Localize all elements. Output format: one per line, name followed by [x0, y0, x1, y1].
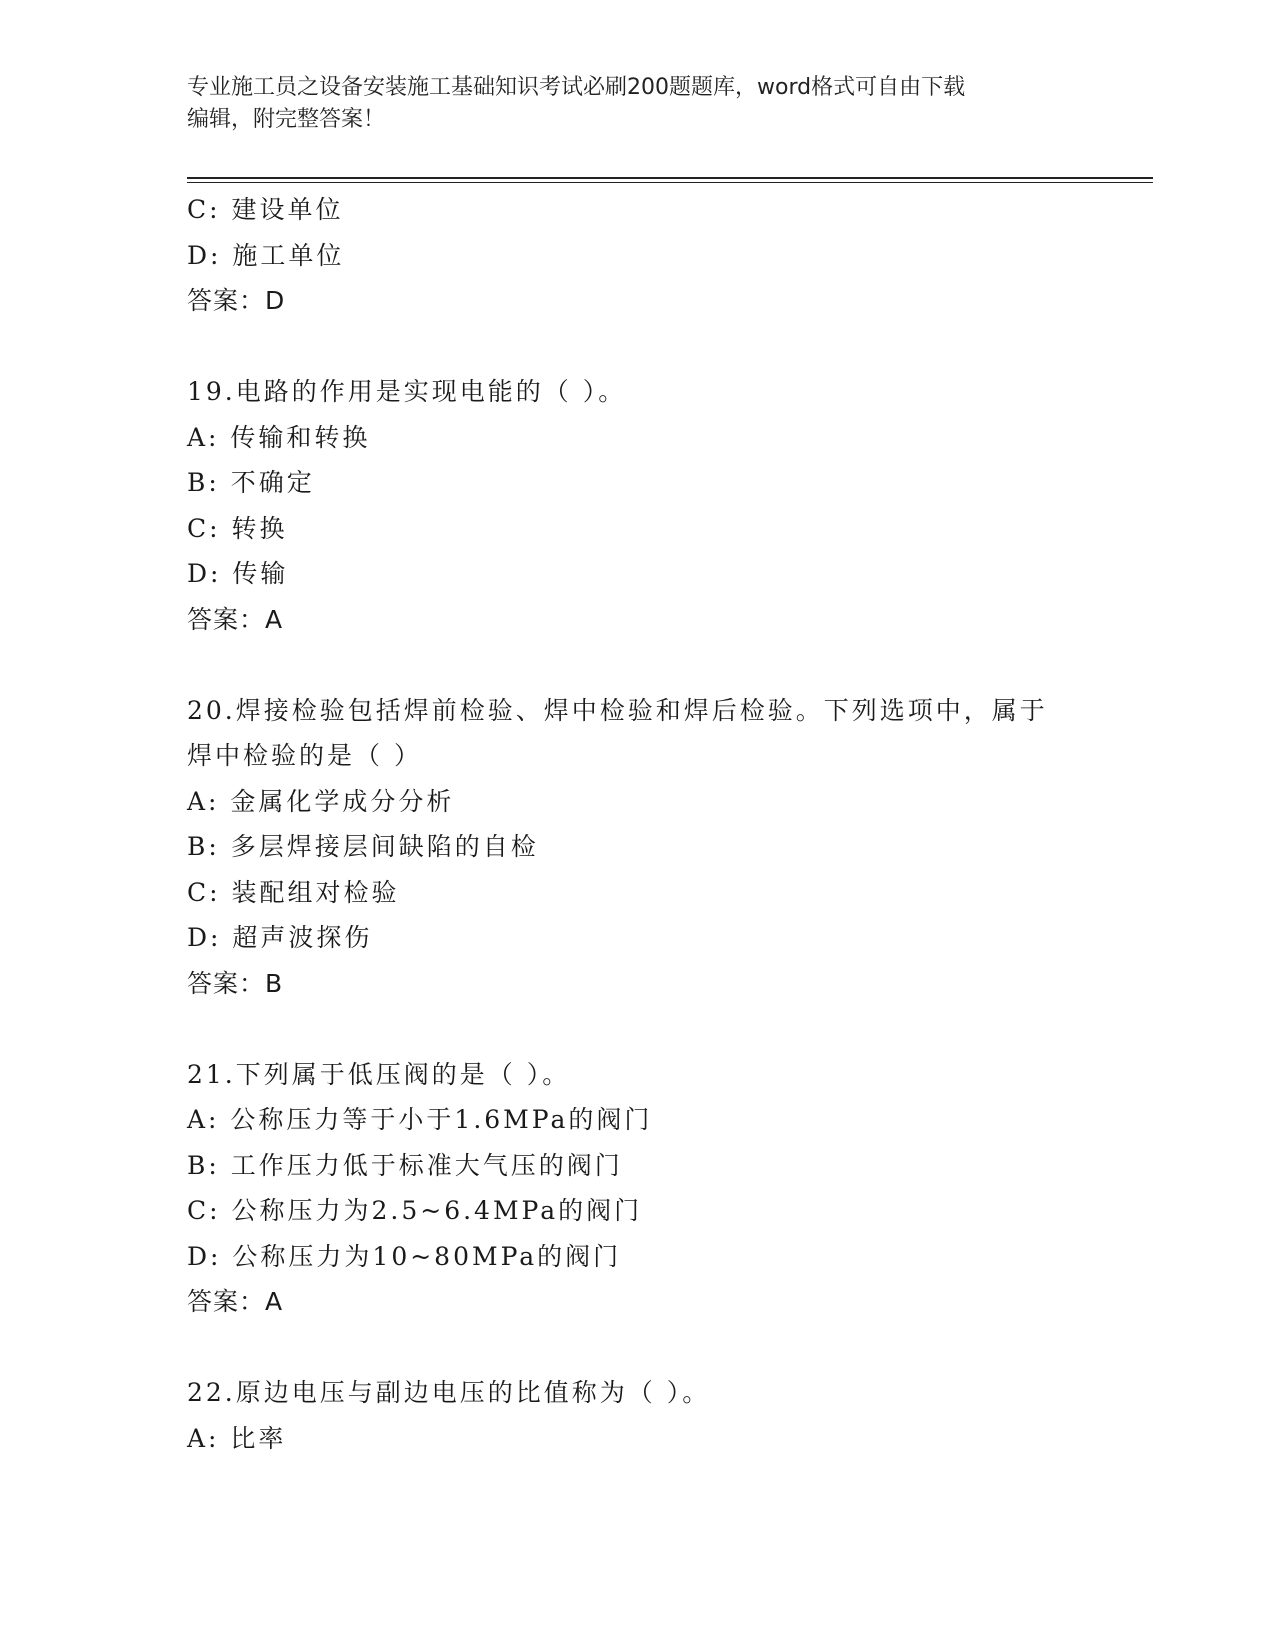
question-21-option-d: D: 公称压力为10~80MPa的阀门 [187, 1241, 622, 1271]
question-20-answer: 答案：B [187, 968, 284, 998]
header-title-line1: 专业施工员之设备安装施工基础知识考试必刷200题题库，word格式可自由下载 [187, 75, 966, 100]
question-19-option-c: C: 转换 [187, 513, 288, 543]
header-divider-thick [187, 177, 1153, 179]
question-19-option-a: A: 传输和转换 [187, 422, 371, 452]
question-19-text: 19.电路的作用是实现电能的（ ）。 [187, 377, 627, 406]
question-21-option-b: B: 工作压力低于标准大气压的阀门 [187, 1150, 623, 1180]
question-20-text-line2: 焊中检验的是（ ） [187, 741, 422, 770]
question-21-answer: 答案：A [187, 1287, 284, 1316]
document-header [187, 72, 1067, 136]
option-d: D: 施工单位 [187, 240, 345, 270]
question-list [187, 187, 1147, 1461]
question-19-option-d: D: 传输 [187, 559, 289, 588]
question-20-option-d: D: 超声波探伤 [187, 923, 373, 952]
question-20-text-line1: 20.焊接检验包括焊前检验、焊中检验和焊后检验。下列选项中，属于 [187, 695, 1048, 725]
question-21-text: 21.下列属于低压阀的是（ ）。 [187, 1059, 571, 1089]
question-21-option-a: A: 公称压力等于小于1.6MPa的阀门 [187, 1105, 653, 1134]
question-19-option-b: B: 不确定 [187, 468, 315, 497]
header-title-line2: 编辑，附完整答案！ [187, 107, 386, 132]
question-22-text: 22.原边电压与副边电压的比值称为（ ）。 [187, 1378, 711, 1407]
question-20-option-a: A: 金属化学成分分析 [187, 786, 455, 816]
question-22-option-a: A: 比率 [187, 1423, 287, 1453]
question-20-option-b: B: 多层焊接层间缺陷的自检 [187, 832, 539, 861]
header-divider-thin [187, 182, 1153, 183]
question-20-option-c: C: 装配组对检验 [187, 877, 400, 907]
question-21-option-c: C: 公称压力为2.5~6.4MPa的阀门 [187, 1196, 643, 1225]
option-c: C: 建设单位 [187, 195, 344, 224]
question-19-answer: 答案：A [187, 604, 284, 634]
answer-line: 答案：D [187, 286, 286, 315]
